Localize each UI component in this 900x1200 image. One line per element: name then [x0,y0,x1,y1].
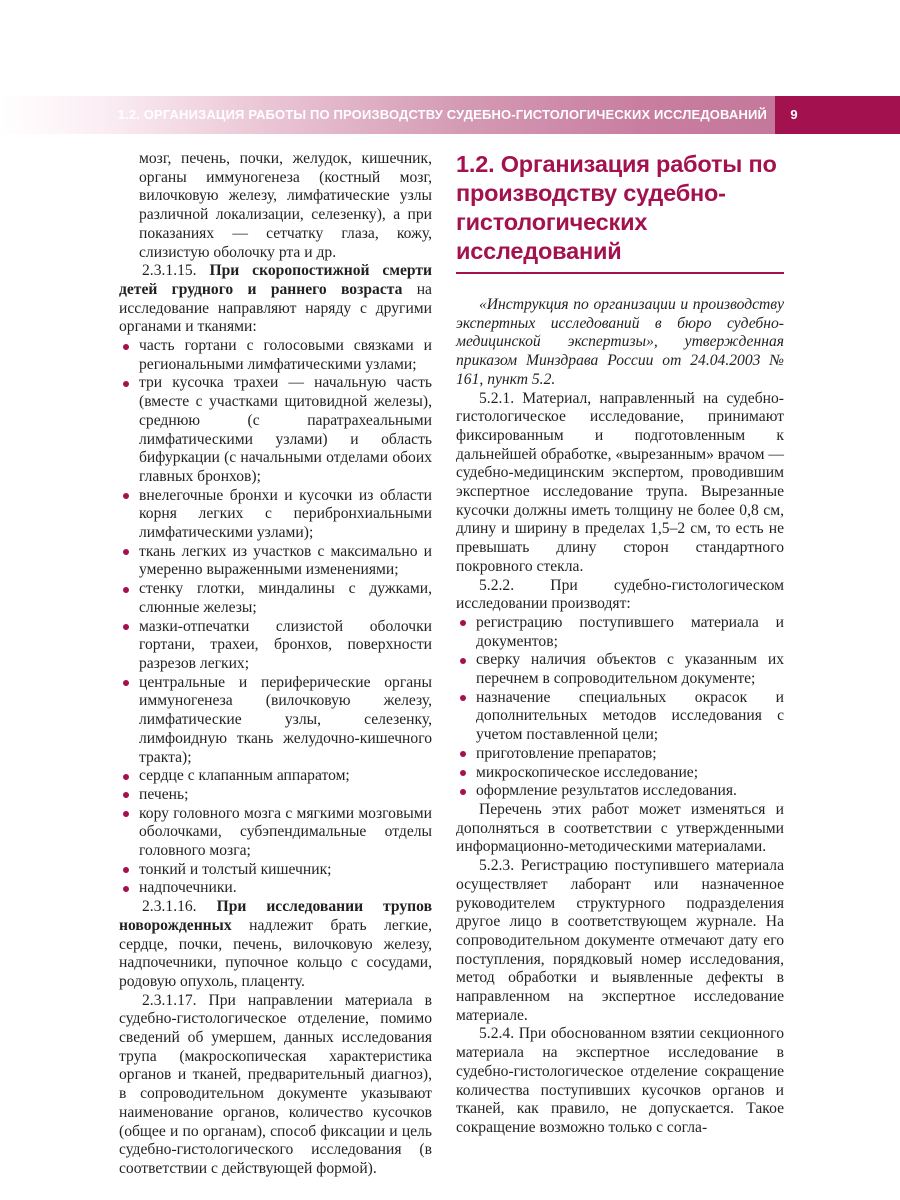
list-item [119,487,432,543]
bullet-icon [123,867,129,873]
list-item-text: три кусочка трахеи — начальную часть (вместе с участками щитовидной железы), среднюю (с паратрахеальными лимфатическими узлами) и область бифуркации (с начальными отделами обоих главных бронхов); [139,374,432,485]
clause-number: 2.3.1.15. [142,262,197,280]
list-item [119,767,432,786]
list-522 [456,614,784,801]
bullet-icon [123,344,129,350]
paragraph-list-note: Перечень этих работ может изменяться и дополняться в соответствии с утвержденными информационно-методическими материалами. [456,800,784,856]
list-item [119,580,432,617]
list-item-text: микроскопическое исследование; [476,763,699,781]
list-item [119,786,432,805]
bullet-icon [123,624,129,630]
list-item-text: регистрацию поступившего материала и документов; [476,613,784,650]
list-item [119,618,432,674]
list-item-text: надпочечники. [139,879,237,897]
list-item-text: назначение специальных окрасок и дополнительных методов исследования с учетом поставленной цели; [476,688,784,744]
paragraph-text: на исследование направляют наряду с другими органами и тканями: [119,280,432,336]
list-item-text: мозг, печень, почки, желудок, кишечник, органы иммуногенеза (костный мозг, вилочковую железу, лимфатические узлы различной локализации, селезенку), а при показаниях — сетчатку глаза, кожу, слизистую оболочку рта и др. [139,150,432,261]
paragraph-524: 5.2.4. При обоснованном взятии секционного материала на экспертное исследование в судебно-гистологическое отделение сокращение количества поступивших кусочков органов и тканей, как правило, не допускается. Такое сокращение возможно только с согла- [456,1025,784,1136]
list-item [456,745,784,764]
bullet-icon [460,620,466,626]
bullet-icon [460,751,466,757]
bullet-icon [460,770,466,776]
bold-phrase: При исследовании трупов новорожденных [119,898,432,934]
bullet-icon [123,774,129,780]
bullet-icon [123,493,129,499]
bullet-icon [123,587,129,593]
list-item [119,150,432,262]
list-item-text: центральные и периферические органы иммуногенеза (вилочковую железу, лимфатические узлы, селезенку, лимфоидную ткань желудочно-кишечного тракта); [139,673,432,766]
list-item [119,674,432,768]
list-item [456,782,784,801]
list-item-text: часть гортани с голосовыми связками и региональными лимфатическими узлами; [139,337,432,373]
list-item [456,689,784,745]
paragraph-text: надлежит брать легкие, сердце, почки, печень, вилочковую железу, надпочечники, пупочное кольцо с сосудами, родовую опухоль, плаценту. [119,916,432,990]
list-item [119,879,432,898]
page-number-box [775,96,900,134]
bullet-icon [460,789,466,795]
section-title: 1.2. Организация работы по производству судебно-гистологических исследований [456,151,777,264]
bullet-icon [460,695,466,701]
title-underline [456,272,784,274]
paragraph-522: 5.2.2. При судебно-гистологическом исследовании производят: [456,576,784,613]
list-item-text: стенку глотки, миндалины с дужками, слюнные железы; [139,580,432,616]
bullet-icon [123,680,129,686]
list-item [119,861,432,880]
paragraph-521: 5.2.1. Материал, направленный на судебно-гистологическое исследование, принимают фиксированным и подготовленным к дальнейшей обработке, «вырезанным» врачом — судебно-медицинским экспертом, проводившим экспертное исследование трупа. Вырезанные кусочки должны иметь толщину не более 0,8 см, длину и ширину в пределах 1,5–2 см, то есть не превышать длину сторон стандартного покровного стекла. [456,389,784,575]
citation: «Инструкция по организации и производству экспертных исследований в бюро судебно-медицинской экспертизы», утвержденная приказом Минздрава России от 24.04.2003 № 161, пункт 5.2. [456,296,784,388]
list-23115 [119,337,432,898]
paragraph-23115 [119,262,432,337]
list-item-text: внелегочные бронхи и кусочки из области корня легких с перибронхиальными лимфатическими узлами); [139,486,432,542]
list-item-text: сердце с клапанным аппаратом; [139,767,350,785]
clause-number: 2.3.1.16. [142,898,197,916]
bullet-icon [123,549,129,555]
list-item-text: кору головного мозга с мягкими мозговыми оболочками, субэпендимальные отделы головного мозга; [139,804,432,860]
list-item-text: сверку наличия объектов с указанным их перечнем в сопроводительном документе; [476,651,784,688]
paragraph-523: 5.2.3. Регистрацию поступившего материала осуществляет лаборант или назначенное руководителем структурного подразделения другое лицо в соответствующем журнале. На сопроводительном документе отмечают дату его поступления, порядковый номер исследования, метод обработки и выявленные дефекты в направленном на экспертное исследование материале. [456,857,784,1024]
bullet-icon [123,381,129,387]
right-column [456,150,784,1138]
bullet-icon [123,792,129,798]
bold-phrase: При скоропостижной смерти детей грудного и раннего возраста [119,262,432,298]
list-item [456,614,784,651]
list-item-text: печень; [139,785,189,803]
list-item-text: оформление результатов исследования. [476,782,737,800]
bullet-icon [123,811,129,817]
list-item [119,543,432,580]
left-column [119,150,432,1179]
bullet-icon [123,886,129,892]
paragraph-23117: 2.3.1.17. При направлении материала в судебно-гистологическое отделение, помимо сведений об умершем, данных исследования трупа (макроскопическая характеристика органов и тканей, предварительный диагноз), в сопроводительном документе указывают наименование органов, количество кусочков (общее и по органам), способ фиксации и цель судебно-гистологического исследования (в соответствии с действующей формой). [119,991,432,1177]
list-item-text: мазки-отпечатки слизистой оболочки гортани, трахеи, бронхов, поверхности разрезов легких; [139,617,432,672]
list-item-text: тонкий и толстый кишечник; [139,860,332,878]
paragraph-23116 [119,898,432,992]
running-header-title: 1.2. ОРГАНИЗАЦИЯ РАБОТЫ ПО ПРОИЗВОДСТВУ СУДЕБНО-ГИСТОЛОГИЧЕСКИХ ИССЛЕДОВАНИЙ [117,107,767,122]
list-item [456,651,784,688]
list-item [119,337,432,374]
list-item-text: ткань легких из участков с максимально и умеренно выраженными изменениями; [139,542,432,579]
list-item [119,805,432,861]
list-item [456,764,784,783]
list-item [119,374,432,486]
bullet-icon [460,658,466,664]
list-item-text: приготовление препаратов; [476,744,657,762]
page-number: 9 [790,107,798,122]
continued-list [119,150,432,262]
